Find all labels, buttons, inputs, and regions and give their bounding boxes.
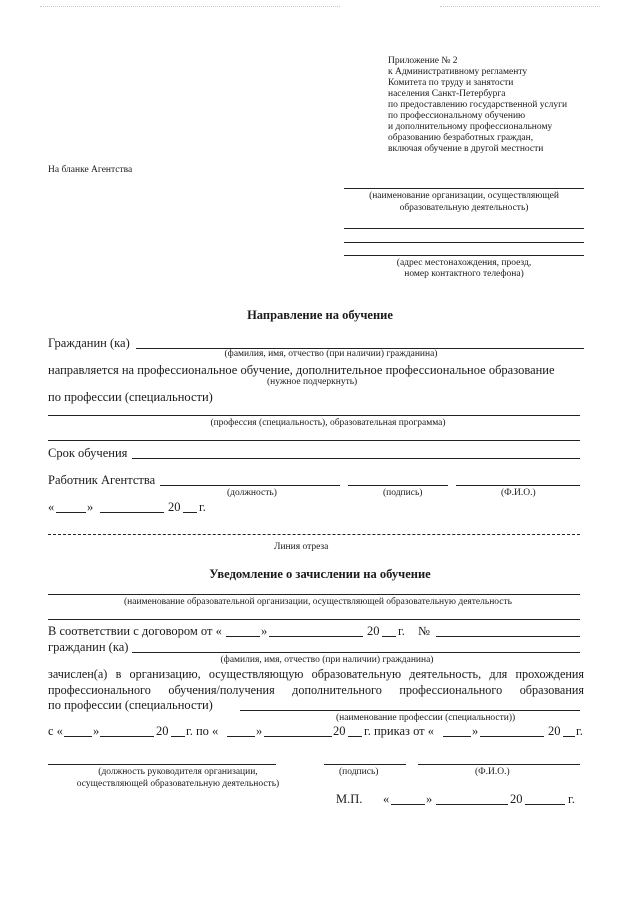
citizen-caption: (фамилия, имя, отчество (при наличии) гражданина) — [224, 349, 438, 359]
worker-signature-field[interactable] — [348, 485, 448, 486]
contract-text: В соответствии с договором от « — [48, 624, 222, 638]
head-signature-field[interactable] — [324, 764, 406, 765]
term-field[interactable] — [132, 458, 580, 459]
period-to: г. по « — [186, 724, 219, 738]
notice-org-field[interactable] — [48, 594, 580, 595]
period-from: с « — [48, 724, 63, 738]
stamp-g: г. — [568, 792, 575, 806]
appendix-line: населения Санкт-Петербурга — [388, 89, 506, 99]
contract-close: » — [261, 624, 268, 638]
period-close1: » — [93, 724, 100, 738]
citizen-label: Гражданин (ка) — [48, 336, 130, 350]
notice-citizen-field[interactable] — [132, 652, 580, 653]
period-year3: 20 — [548, 724, 561, 738]
address-line — [344, 255, 584, 256]
period-month1-field[interactable] — [100, 736, 154, 737]
term-label: Срок обучения — [48, 446, 128, 460]
profession-field[interactable] — [48, 415, 580, 416]
scan-artifact — [440, 6, 600, 7]
referral-month-field[interactable] — [100, 512, 164, 513]
order-month-field[interactable] — [480, 736, 544, 737]
profession-caption: (профессия (специальность), образовательная программа) — [210, 418, 446, 428]
period-order: г. приказ от « — [364, 724, 435, 738]
org-extra-line — [344, 228, 584, 229]
head-caption-1: (должность руководителя организации, — [98, 767, 258, 777]
cut-line-label: Линия отреза — [274, 542, 329, 552]
contract-g: г. — [398, 624, 405, 638]
stamp-date-open: « — [383, 792, 390, 806]
address-caption-1: (адрес местонахождения, проезд, — [396, 258, 532, 268]
profession-label: по профессии (специальности) — [48, 390, 213, 404]
appendix-line: и дополнительному профессиональному — [388, 122, 553, 132]
notice-profession-caption: (наименование профессии (специальности)) — [336, 713, 516, 723]
scan-artifact — [40, 6, 340, 7]
period-year2-field[interactable] — [348, 736, 362, 737]
contract-number-sign: № — [418, 624, 430, 638]
referral-title: Направление на обучение — [247, 308, 393, 322]
underline-note: (нужное подчеркнуть) — [267, 377, 358, 387]
appendix-line: включая обучение в другой местности — [388, 144, 544, 154]
referral-day-field[interactable] — [56, 512, 86, 513]
stamp-label: М.П. — [336, 792, 363, 806]
order-year-field[interactable] — [563, 736, 575, 737]
notice-citizen-caption: (фамилия, имя, отчество (при наличии) гражданина) — [220, 655, 434, 665]
stamp-year: 20 — [510, 792, 523, 806]
notice-title: Уведомление о зачислении на обучение — [209, 567, 431, 581]
enrolled-line-2: профессионального обучения/получения дополнительного профессионального образования — [48, 683, 584, 697]
period-g3: г. — [576, 724, 583, 738]
profession-extra-field[interactable] — [48, 440, 580, 441]
cut-dashed-line — [48, 534, 580, 535]
contract-number-field[interactable] — [436, 636, 580, 637]
directed-text: направляется на профессиональное обучение, дополнительное профессиональное образование — [48, 363, 555, 377]
letterhead-note: На бланке Агентства — [48, 165, 133, 175]
referral-date-g: г. — [199, 500, 206, 514]
period-day2-field[interactable] — [227, 736, 255, 737]
referral-date-close: » — [87, 500, 94, 514]
appendix-line: к Административному регламенту — [388, 67, 528, 77]
period-day1-field[interactable] — [64, 736, 92, 737]
stamp-month-field[interactable] — [436, 804, 508, 805]
appendix-line: по предоставлению государственной услуги — [388, 100, 568, 110]
worker-fio-field[interactable] — [456, 485, 580, 486]
referral-year-field[interactable] — [183, 512, 197, 513]
org-caption-2: образовательную деятельность) — [399, 203, 529, 213]
appendix-line: образованию безработных граждан, — [388, 133, 534, 143]
referral-date-year: 20 — [168, 500, 181, 514]
appendix-line: Комитета по труду и занятости — [388, 78, 514, 88]
notice-profession-label: по профессии (специальности) — [48, 698, 213, 712]
stamp-year-field[interactable] — [525, 804, 565, 805]
head-caption-2: осуществляющей образовательную деятельность) — [76, 779, 280, 789]
contract-year: 20 — [367, 624, 380, 638]
notice-org-caption: (наименование образовательной организации, осуществляющей образовательную деятельность — [124, 597, 512, 607]
address-caption-2: номер контактного телефона) — [404, 269, 524, 279]
period-month2-field[interactable] — [264, 736, 332, 737]
head-fio-field[interactable] — [418, 764, 580, 765]
org-caption-1: (наименование организации, осуществляющей — [369, 191, 559, 201]
contract-year-field[interactable] — [382, 636, 396, 637]
notice-citizen-label: гражданин (ка) — [48, 640, 129, 654]
contract-day-field[interactable] — [226, 636, 260, 637]
referral-date-open: « — [48, 500, 55, 514]
head-signature-caption: (подпись) — [339, 767, 379, 777]
period-close3: » — [472, 724, 479, 738]
contract-month-field[interactable] — [269, 636, 363, 637]
worker-position-field[interactable] — [160, 485, 340, 486]
period-year2: 20 — [333, 724, 346, 738]
head-fio-caption: (Ф.И.О.) — [475, 767, 510, 777]
period-close2: » — [256, 724, 263, 738]
notice-org-extra-field[interactable] — [48, 619, 580, 620]
stamp-date-close: » — [426, 792, 433, 806]
worker-label: Работник Агентства — [48, 473, 156, 487]
address-line — [344, 242, 584, 243]
fio-caption: (Ф.И.О.) — [501, 488, 536, 498]
org-name-line — [344, 188, 584, 189]
appendix-line: по профессиональному обучению — [388, 111, 526, 121]
head-position-field[interactable] — [48, 764, 276, 765]
period-year1: 20 — [156, 724, 169, 738]
enrolled-line-1: зачислен(а) в организацию, осуществляющую образовательную деятельность, для прохождения — [48, 667, 584, 681]
notice-profession-field[interactable] — [240, 710, 580, 711]
order-day-field[interactable] — [443, 736, 471, 737]
signature-caption: (подпись) — [383, 488, 423, 498]
position-caption: (должность) — [227, 488, 277, 498]
stamp-day-field[interactable] — [391, 804, 425, 805]
period-year1-field[interactable] — [171, 736, 185, 737]
appendix-line: Приложение № 2 — [388, 56, 458, 66]
appendix-block — [388, 56, 567, 155]
